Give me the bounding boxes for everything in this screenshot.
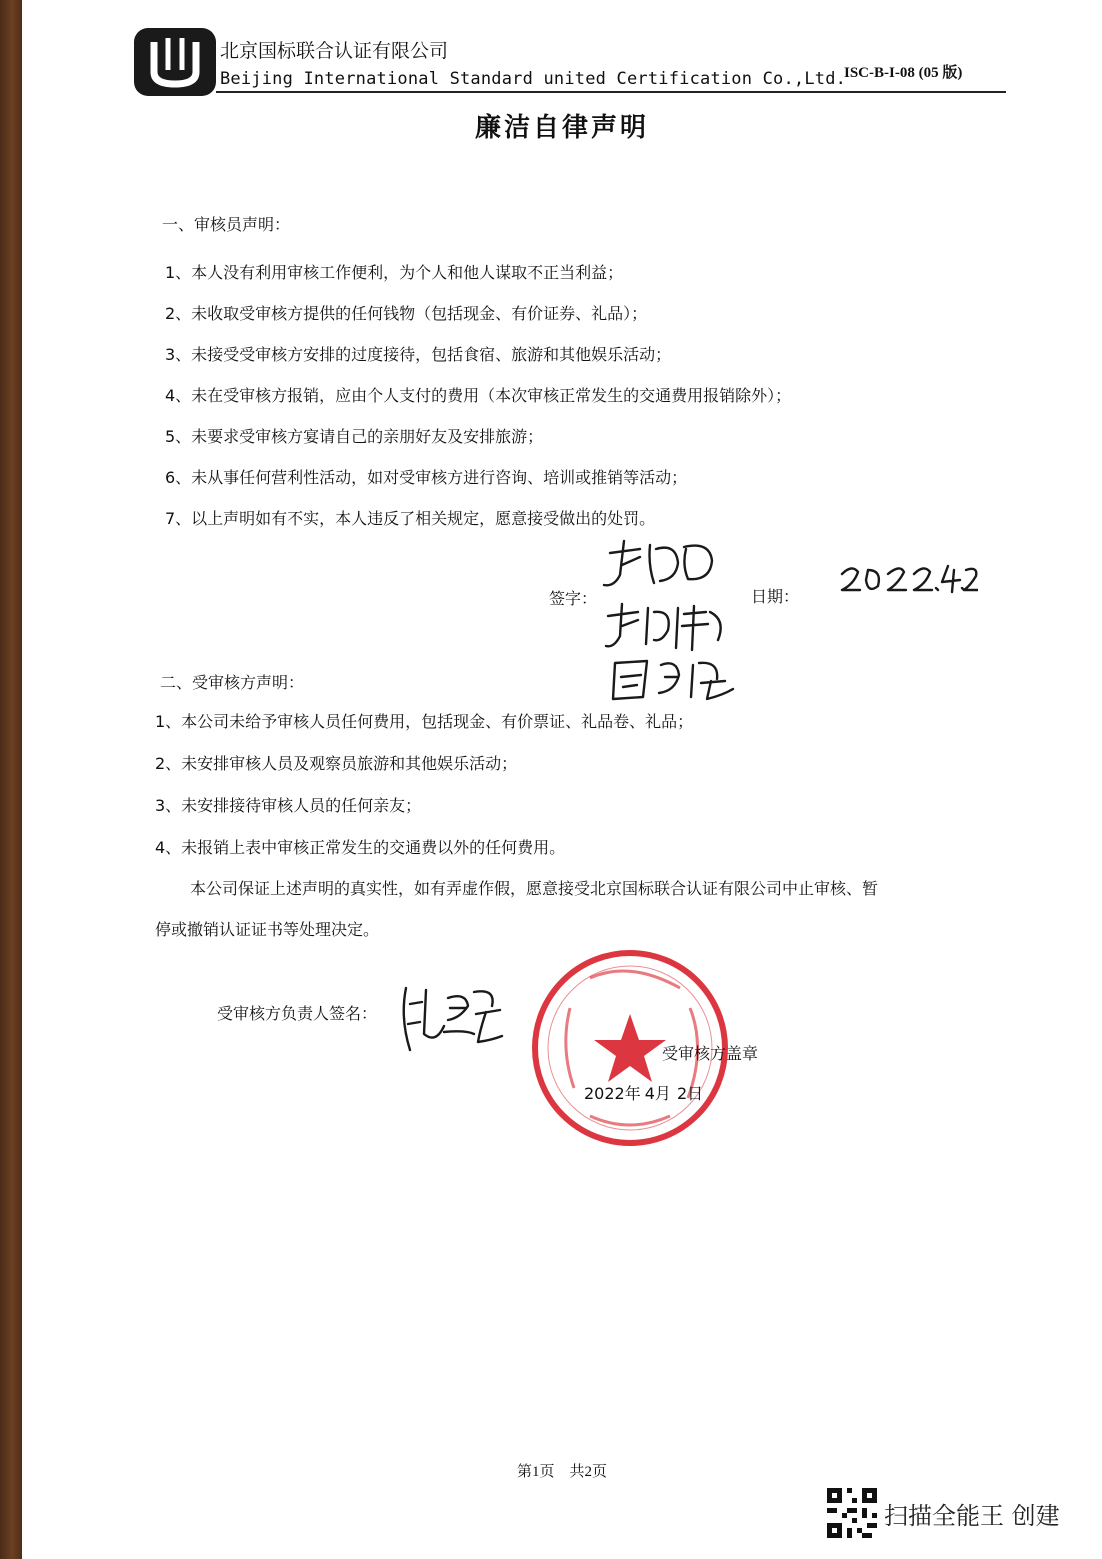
section2-item-2: 2、未安排审核人员及观察员旅游和其他娱乐活动； xyxy=(155,754,518,773)
seal-date xyxy=(584,1081,703,1104)
qr-code-icon xyxy=(827,1488,877,1538)
company-logo xyxy=(134,28,216,96)
auditor-signature-1 xyxy=(600,535,720,595)
auditee-responsible-signature-label: 受审核方负责人签名： xyxy=(217,1004,378,1023)
date-label: 日期： xyxy=(751,587,800,606)
section1-item-7: 7、以上声明如有不实，本人违反了相关规定，愿意接受做出的处罚。 xyxy=(165,509,656,528)
auditor-signature-2 xyxy=(602,600,732,656)
audit-date-handwritten xyxy=(838,560,978,596)
section2-item-1: 1、本公司未给予审核人员任何费用，包括现金、有价票证、礼品卷、礼品； xyxy=(155,712,694,731)
section1-item-5: 5、未要求受审核方宴请自己的亲朋好友及安排旅游； xyxy=(165,427,544,446)
page-number: 第1页 共2页 xyxy=(516,1464,607,1480)
seal-date-day: 2 xyxy=(676,1084,688,1103)
auditee-seal-label: 受审核方盖章 xyxy=(662,1044,759,1063)
seal-date-month: 4 xyxy=(644,1084,655,1103)
company-name-en: Beijing International Standard united Certification Co.,Ltd. xyxy=(220,69,847,89)
section1-item-4: 4、未在受审核方报销，应由个人支付的费用（本次审核正常发生的交通费用报销除外）； xyxy=(165,386,792,405)
guarantee-paragraph-line1: 本公司保证上述声明的真实性，如有弄虚作假，愿意接受北京国标联合认证有限公司中止审核、暂 xyxy=(190,879,879,898)
section1-heading: 一、审核员声明： xyxy=(162,215,291,234)
seal-date-year: 2022 xyxy=(584,1084,625,1103)
watermark-camscanner: 扫描全能王 创建 xyxy=(884,1502,1060,1530)
section2-heading: 二、受审核方声明： xyxy=(160,673,305,692)
auditee-responsible-signature xyxy=(396,978,506,1060)
seal-date-year-unit: 年 xyxy=(624,1084,641,1103)
section1-item-1: 1、本人没有利用审核工作便利，为个人和他人谋取不正当利益； xyxy=(165,263,624,282)
section2-item-4: 4、未报销上表中审核正常发生的交通费以外的任何费用。 xyxy=(155,838,566,857)
seal-date-month-unit: 月 xyxy=(654,1084,671,1103)
document-code: ISC-B-I-08 (05 版) xyxy=(844,65,963,81)
section1-item-6: 6、未从事任何营利性活动，如对受审核方进行咨询、培训或推销等活动； xyxy=(165,468,688,487)
section1-item-3: 3、未接受受审核方安排的过度接待，包括食宿、旅游和其他娱乐活动； xyxy=(165,345,672,364)
guarantee-paragraph-line2: 停或撤销认证证书等处理决定。 xyxy=(155,920,380,939)
document-page xyxy=(22,0,1102,1559)
seal-date-day-unit: 日 xyxy=(687,1084,704,1103)
auditor-signature-3 xyxy=(607,655,737,705)
header-divider xyxy=(216,91,1006,93)
section1-item-2: 2、未收取受审核方提供的任何钱物（包括现金、有价证券、礼品）； xyxy=(165,304,648,323)
document-title: 廉洁自律声明 xyxy=(474,113,649,143)
section2-item-3: 3、未安排接待审核人员的任何亲友； xyxy=(155,796,422,815)
signature-label: 签字： xyxy=(549,589,598,608)
company-name-cn: 北京国标联合认证有限公司 xyxy=(220,40,449,62)
